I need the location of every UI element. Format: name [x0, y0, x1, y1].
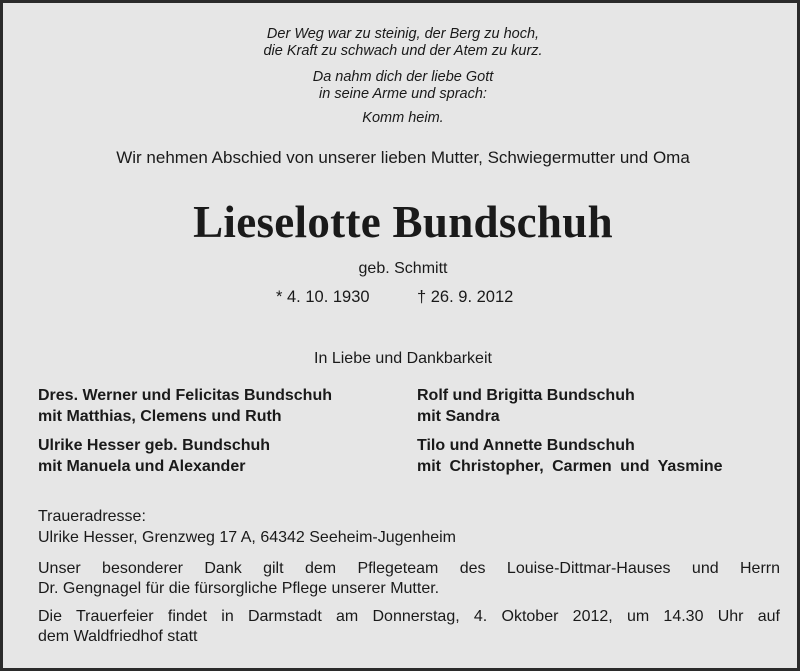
family-entry	[38, 385, 332, 427]
poem-stanza-2	[3, 69, 800, 103]
funeral-paragraph	[38, 607, 780, 647]
paragraph-line: Dr. Gengnagel für die fürsorgliche Pflege unserer Mutter.	[38, 580, 440, 597]
family-entry	[417, 435, 723, 477]
deceased-name: Lieselotte Bundschuh	[193, 197, 613, 247]
family-line: Dres. Werner und Felicitas Bundschuh	[38, 387, 332, 404]
maiden-name: geb. Schmitt	[358, 260, 448, 277]
mourning-address	[38, 506, 456, 548]
family-line: mit Matthias, Clemens und Ruth	[38, 408, 282, 425]
poem-line: Der Weg war zu steinig, der Berg zu hoch,	[266, 26, 540, 42]
family-line: Rolf und Brigitta Bundschuh	[417, 387, 635, 404]
paragraph-line: Die Trauerfeier findet in Darmstadt am Donnerstag, 4. Oktober 2012, um 14.30 Uhr auf	[38, 608, 780, 625]
family-line: mit Christopher, Carmen und Yasmine	[417, 458, 723, 475]
poem-stanza-3: Komm heim.	[362, 110, 444, 126]
family-line: Tilo und Annette Bundschuh	[417, 437, 635, 454]
death-date: † 26. 9. 2012	[417, 288, 514, 306]
address-value: Ulrike Hesser, Grenzweg 17 A, 64342 Seeheim-Jugenheim	[38, 529, 456, 546]
family-line: mit Sandra	[417, 408, 500, 425]
family-line: mit Manuela und Alexander	[38, 458, 246, 475]
family-entry	[38, 435, 270, 477]
paragraph-line: Unser besonderer Dank gilt dem Pflegeteam des Louise-Dittmar-Hauses und Herrn	[38, 560, 780, 577]
mourners-heading: In Liebe und Dankbarkeit	[314, 350, 492, 367]
paragraph-line: dem Waldfriedhof statt	[38, 628, 198, 645]
poem-line: in seine Arme und sprach:	[319, 86, 487, 102]
intro-text: Wir nehmen Abschied von unserer lieben Mutter, Schwiegermutter und Oma	[116, 148, 690, 167]
family-line: Ulrike Hesser geb. Bundschuh	[38, 437, 271, 454]
poem-line: die Kraft zu schwach und der Atem zu kurz.	[263, 43, 543, 59]
thanks-paragraph	[38, 559, 780, 599]
family-entry	[417, 385, 635, 427]
birth-date: * 4. 10. 1930	[276, 288, 370, 306]
poem-line: Da nahm dich der liebe Gott	[312, 69, 494, 85]
address-label: Traueradresse:	[38, 508, 146, 525]
poem-stanza-1	[3, 26, 800, 60]
